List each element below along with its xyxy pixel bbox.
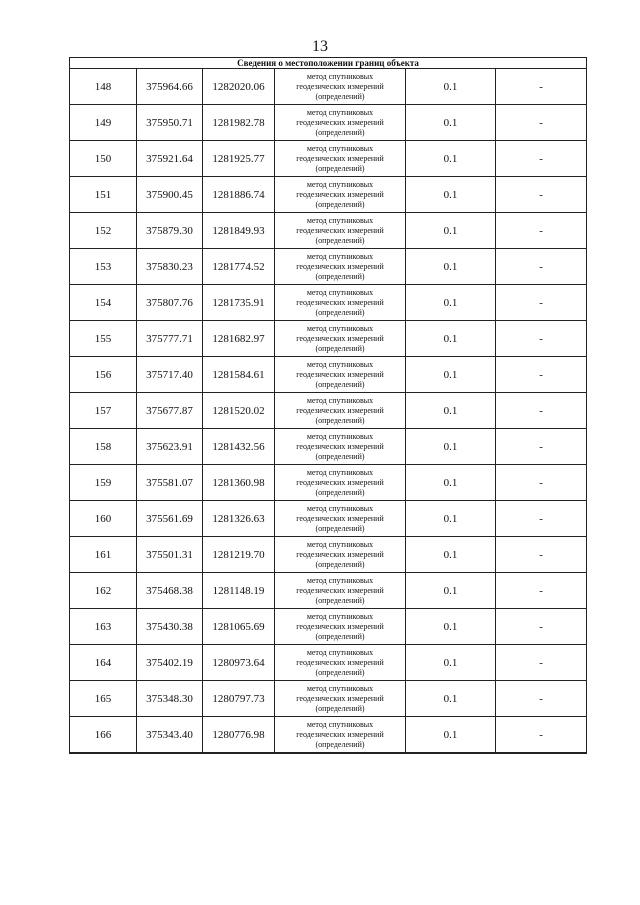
coordinate-x: 375343.40 — [137, 717, 203, 754]
accuracy-value: 0.1 — [406, 105, 496, 141]
method-line: метод спутниковых — [306, 71, 374, 81]
method-line: геодезических измерений — [296, 369, 384, 379]
point-number: 149 — [70, 105, 137, 141]
table-row — [70, 249, 587, 285]
method-line: (определений) — [315, 559, 365, 569]
method-description — [275, 249, 406, 285]
boundary-coordinates-table — [69, 57, 587, 754]
method-line: геодезических измерений — [296, 405, 384, 415]
method-description — [275, 681, 406, 717]
accuracy-value: 0.1 — [406, 681, 496, 717]
table-row — [70, 537, 587, 573]
coordinate-x: 375430.38 — [137, 609, 203, 645]
method-description — [275, 465, 406, 501]
accuracy-value: 0.1 — [406, 285, 496, 321]
coordinate-y: 1281925.77 — [203, 141, 275, 177]
point-description: - — [496, 537, 587, 573]
method-line: (определений) — [315, 271, 365, 281]
accuracy-value: 0.1 — [406, 501, 496, 537]
method-line: (определений) — [315, 379, 365, 389]
method-line: геодезических измерений — [296, 333, 384, 343]
table-title: Сведения о местоположении границ объекта — [70, 58, 587, 69]
coordinate-x: 375717.40 — [137, 357, 203, 393]
point-number: 157 — [70, 393, 137, 429]
method-line: метод спутниковых — [306, 539, 374, 549]
method-line: (определений) — [315, 307, 365, 317]
method-line: метод спутниковых — [306, 503, 374, 513]
coordinate-y: 1280797.73 — [203, 681, 275, 717]
accuracy-value: 0.1 — [406, 69, 496, 105]
coordinate-y: 1281360.98 — [203, 465, 275, 501]
coordinate-x: 375807.76 — [137, 285, 203, 321]
method-line: геодезических измерений — [296, 117, 384, 127]
method-description — [275, 429, 406, 465]
method-line: метод спутниковых — [306, 395, 374, 405]
method-line: геодезических измерений — [296, 441, 384, 451]
method-line: (определений) — [315, 199, 365, 209]
point-description: - — [496, 393, 587, 429]
method-line: геодезических измерений — [296, 513, 384, 523]
method-line: (определений) — [315, 163, 365, 173]
accuracy-value: 0.1 — [406, 249, 496, 285]
point-description: - — [496, 249, 587, 285]
method-description — [275, 105, 406, 141]
method-description — [275, 213, 406, 249]
method-line: (определений) — [315, 127, 365, 137]
table-row — [70, 393, 587, 429]
method-line: метод спутниковых — [306, 179, 374, 189]
coordinate-y: 1282020.06 — [203, 69, 275, 105]
coordinate-y: 1281682.97 — [203, 321, 275, 357]
method-line: (определений) — [315, 595, 365, 605]
method-description — [275, 501, 406, 537]
coordinate-y: 1281326.63 — [203, 501, 275, 537]
method-line: (определений) — [315, 451, 365, 461]
accuracy-value: 0.1 — [406, 465, 496, 501]
method-line: геодезических измерений — [296, 189, 384, 199]
method-line: геодезических измерений — [296, 225, 384, 235]
accuracy-value: 0.1 — [406, 177, 496, 213]
table-row — [70, 69, 587, 105]
point-number: 165 — [70, 681, 137, 717]
coordinate-x: 375402.19 — [137, 645, 203, 681]
point-description: - — [496, 177, 587, 213]
coordinate-x: 375879.30 — [137, 213, 203, 249]
point-number: 161 — [70, 537, 137, 573]
method-line: метод спутниковых — [306, 611, 374, 621]
method-line: геодезических измерений — [296, 549, 384, 559]
accuracy-value: 0.1 — [406, 213, 496, 249]
table-row — [70, 213, 587, 249]
method-line: геодезических измерений — [296, 621, 384, 631]
method-line: геодезических измерений — [296, 81, 384, 91]
method-line: (определений) — [315, 739, 365, 749]
point-description: - — [496, 717, 587, 754]
coordinate-y: 1280776.98 — [203, 717, 275, 754]
accuracy-value: 0.1 — [406, 645, 496, 681]
accuracy-value: 0.1 — [406, 357, 496, 393]
point-description: - — [496, 357, 587, 393]
point-number: 156 — [70, 357, 137, 393]
point-number: 163 — [70, 609, 137, 645]
point-description: - — [496, 573, 587, 609]
method-description — [275, 717, 406, 754]
table-row — [70, 285, 587, 321]
table-row — [70, 141, 587, 177]
accuracy-value: 0.1 — [406, 321, 496, 357]
method-line: геодезических измерений — [296, 153, 384, 163]
table-body — [70, 69, 587, 754]
coordinate-y: 1281774.52 — [203, 249, 275, 285]
point-number: 164 — [70, 645, 137, 681]
method-line: метод спутниковых — [306, 287, 374, 297]
method-line: метод спутниковых — [306, 719, 374, 729]
point-description: - — [496, 501, 587, 537]
method-line: метод спутниковых — [306, 647, 374, 657]
coordinate-y: 1281584.61 — [203, 357, 275, 393]
coordinate-y: 1281432.56 — [203, 429, 275, 465]
coordinate-x: 375561.69 — [137, 501, 203, 537]
method-line: (определений) — [315, 667, 365, 677]
point-number: 155 — [70, 321, 137, 357]
point-number: 153 — [70, 249, 137, 285]
point-number: 162 — [70, 573, 137, 609]
method-description — [275, 393, 406, 429]
coordinate-x: 375501.31 — [137, 537, 203, 573]
point-number: 159 — [70, 465, 137, 501]
point-description: - — [496, 213, 587, 249]
method-description — [275, 141, 406, 177]
table-row — [70, 177, 587, 213]
table-row — [70, 573, 587, 609]
method-description — [275, 357, 406, 393]
method-line: метод спутниковых — [306, 323, 374, 333]
method-line: геодезических измерений — [296, 693, 384, 703]
point-description: - — [496, 465, 587, 501]
point-number: 158 — [70, 429, 137, 465]
point-number: 154 — [70, 285, 137, 321]
coordinate-y: 1281849.93 — [203, 213, 275, 249]
coordinate-x: 375950.71 — [137, 105, 203, 141]
method-line: метод спутниковых — [306, 431, 374, 441]
accuracy-value: 0.1 — [406, 717, 496, 754]
method-description — [275, 609, 406, 645]
accuracy-value: 0.1 — [406, 393, 496, 429]
method-line: метод спутниковых — [306, 467, 374, 477]
point-description: - — [496, 69, 587, 105]
point-description: - — [496, 645, 587, 681]
point-description: - — [496, 429, 587, 465]
accuracy-value: 0.1 — [406, 609, 496, 645]
method-description — [275, 285, 406, 321]
method-line: (определений) — [315, 415, 365, 425]
method-line: геодезических измерений — [296, 261, 384, 271]
point-description: - — [496, 105, 587, 141]
coordinate-x: 375900.45 — [137, 177, 203, 213]
point-number: 148 — [70, 69, 137, 105]
method-line: метод спутниковых — [306, 107, 374, 117]
point-number: 152 — [70, 213, 137, 249]
table-row — [70, 501, 587, 537]
table-row — [70, 105, 587, 141]
method-line: (определений) — [315, 235, 365, 245]
method-line: (определений) — [315, 631, 365, 641]
method-description — [275, 177, 406, 213]
method-line: геодезических измерений — [296, 477, 384, 487]
point-description: - — [496, 681, 587, 717]
coordinate-x: 375921.64 — [137, 141, 203, 177]
table-row — [70, 465, 587, 501]
method-line: метод спутниковых — [306, 575, 374, 585]
table-row — [70, 609, 587, 645]
method-line: (определений) — [315, 91, 365, 101]
method-line: геодезических измерений — [296, 297, 384, 307]
method-description — [275, 321, 406, 357]
point-number: 160 — [70, 501, 137, 537]
table-row — [70, 429, 587, 465]
method-line: метод спутниковых — [306, 683, 374, 693]
table-row — [70, 717, 587, 754]
table-row — [70, 645, 587, 681]
point-description: - — [496, 609, 587, 645]
method-line: метод спутниковых — [306, 215, 374, 225]
method-line: (определений) — [315, 703, 365, 713]
accuracy-value: 0.1 — [406, 141, 496, 177]
point-number: 151 — [70, 177, 137, 213]
method-line: (определений) — [315, 487, 365, 497]
coordinate-y: 1281735.91 — [203, 285, 275, 321]
coordinate-x: 375677.87 — [137, 393, 203, 429]
method-description — [275, 537, 406, 573]
coordinate-x: 375348.30 — [137, 681, 203, 717]
point-number: 166 — [70, 717, 137, 754]
table-title-row — [70, 58, 587, 69]
accuracy-value: 0.1 — [406, 429, 496, 465]
coordinate-x: 375777.71 — [137, 321, 203, 357]
method-line: метод спутниковых — [306, 359, 374, 369]
point-description: - — [496, 321, 587, 357]
coordinate-x: 375964.66 — [137, 69, 203, 105]
method-line: геодезических измерений — [296, 585, 384, 595]
point-number: 150 — [70, 141, 137, 177]
coordinate-y: 1281982.78 — [203, 105, 275, 141]
method-description — [275, 573, 406, 609]
method-line: метод спутниковых — [306, 251, 374, 261]
coordinate-y: 1281886.74 — [203, 177, 275, 213]
coordinate-y: 1280973.64 — [203, 645, 275, 681]
coordinate-x: 375468.38 — [137, 573, 203, 609]
table-row — [70, 357, 587, 393]
table-row — [70, 681, 587, 717]
method-line: (определений) — [315, 343, 365, 353]
table-row — [70, 321, 587, 357]
coordinate-y: 1281219.70 — [203, 537, 275, 573]
method-description — [275, 69, 406, 105]
coordinate-y: 1281148.19 — [203, 573, 275, 609]
method-line: геодезических измерений — [296, 729, 384, 739]
method-line: метод спутниковых — [306, 143, 374, 153]
coordinate-y: 1281065.69 — [203, 609, 275, 645]
coordinate-x: 375830.23 — [137, 249, 203, 285]
coordinate-x: 375623.91 — [137, 429, 203, 465]
method-description — [275, 645, 406, 681]
point-description: - — [496, 285, 587, 321]
coordinate-x: 375581.07 — [137, 465, 203, 501]
method-line: геодезических измерений — [296, 657, 384, 667]
page-number: 13 — [312, 38, 328, 55]
accuracy-value: 0.1 — [406, 537, 496, 573]
coordinate-y: 1281520.02 — [203, 393, 275, 429]
method-line: (определений) — [315, 523, 365, 533]
point-description: - — [496, 141, 587, 177]
accuracy-value: 0.1 — [406, 573, 496, 609]
